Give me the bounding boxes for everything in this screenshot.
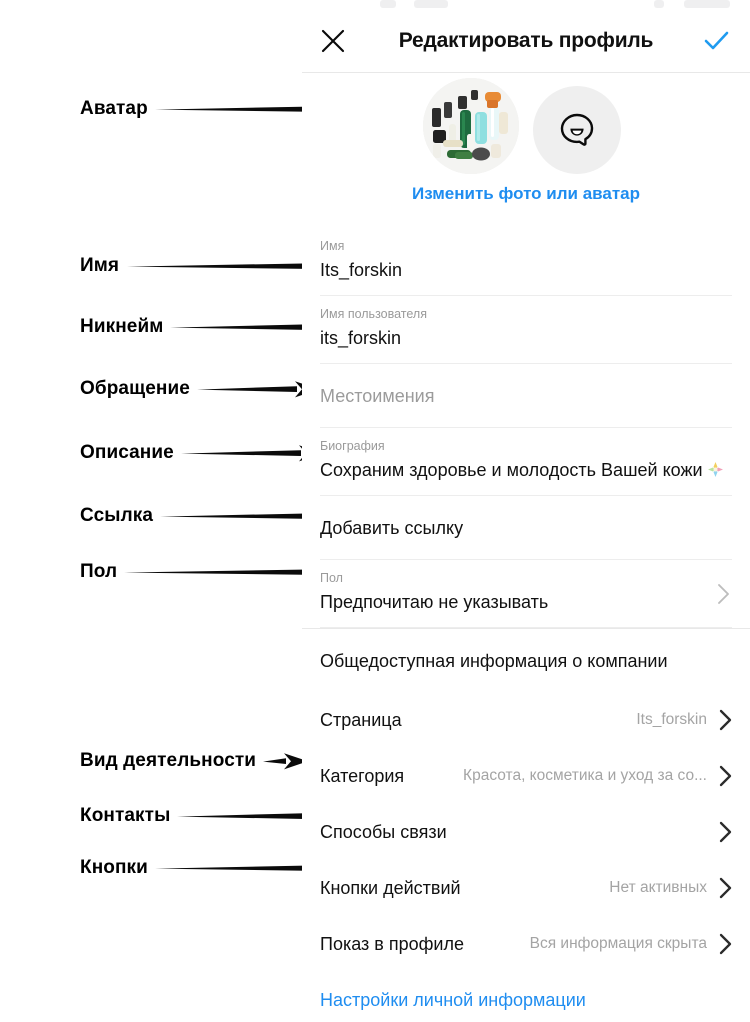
- annotation-label: Кнопки: [80, 857, 148, 878]
- annotation-label: Имя: [80, 255, 120, 276]
- business-row-4[interactable]: [320, 860, 732, 916]
- profile-form: [302, 228, 750, 1022]
- annotation-2: [80, 255, 339, 277]
- form-field-1[interactable]: [320, 228, 732, 296]
- check-icon[interactable]: [700, 25, 732, 57]
- annotation-label: Вид деятельности: [80, 750, 257, 771]
- row-value: Вся информация скрыта: [529, 935, 707, 952]
- avatar-zone: [302, 72, 750, 180]
- field-value[interactable]: Сохраним здоровье и молодость Вашей кожи: [320, 457, 732, 484]
- row-label: Способы связи: [320, 821, 447, 842]
- screen-header: [302, 10, 750, 72]
- row-label: Кнопки действий: [320, 877, 461, 898]
- status-bar: [302, 0, 750, 10]
- annotation-arrow-icon: [197, 379, 319, 399]
- annotation-label: Ссылка: [80, 505, 154, 526]
- instagram-edit-profile-screen: [302, 0, 750, 1022]
- chevron-right-icon: [719, 709, 732, 731]
- annotation-6: [80, 505, 340, 527]
- form-field-5[interactable]: [320, 496, 732, 560]
- profile-photo[interactable]: [423, 78, 519, 174]
- row-value: Красота, косметика и уход за со...: [463, 767, 707, 784]
- row-label: Показ в профиле: [320, 933, 464, 954]
- chevron-right-icon: [719, 933, 732, 955]
- chevron-right-icon: [719, 877, 732, 899]
- field-label: Имя: [320, 239, 345, 253]
- business-row-3[interactable]: [320, 804, 732, 860]
- chevron-right-icon: [717, 583, 730, 605]
- annotation-label: Контакты: [80, 805, 171, 826]
- field-value[interactable]: Its_forskin: [320, 260, 403, 280]
- form-field-4[interactable]: [320, 428, 732, 496]
- field-value[interactable]: Предпочитаю не указывать: [320, 592, 549, 612]
- annotation-label: Пол: [80, 561, 118, 582]
- annotation-8: [80, 750, 308, 772]
- annotation-label: Описание: [80, 442, 174, 463]
- form-field-2[interactable]: [320, 296, 732, 364]
- field-label: Имя пользователя: [320, 307, 427, 321]
- annotation-label: Обращение: [80, 378, 190, 399]
- annotation-label: Аватар: [80, 98, 148, 119]
- change-photo-link[interactable]: Изменить фото или аватар: [411, 184, 641, 203]
- chevron-right-icon: [719, 765, 732, 787]
- page-title: Редактировать профиль: [398, 29, 654, 52]
- annotation-3: [80, 316, 335, 338]
- field-placeholder[interactable]: Местоимения: [320, 385, 435, 406]
- row-value: Its_forskin: [636, 711, 707, 728]
- annotation-label: Никнейм: [80, 316, 164, 337]
- row-label: Страница: [320, 709, 402, 730]
- business-section-title: Общедоступная информация о компании: [320, 651, 668, 671]
- bio-emoji-icon: [707, 461, 724, 478]
- field-value[interactable]: its_forskin: [320, 328, 402, 348]
- row-label: Категория: [320, 765, 405, 786]
- business-row-5[interactable]: [320, 916, 732, 972]
- annotation-4: [80, 378, 319, 400]
- annotation-5: [80, 442, 323, 464]
- personal-info-settings-link[interactable]: Настройки личной информации: [320, 990, 586, 1010]
- field-value[interactable]: Добавить ссылку: [320, 517, 464, 538]
- annotation-9: [80, 805, 327, 827]
- chevron-right-icon: [719, 821, 732, 843]
- field-label: Пол: [320, 571, 343, 585]
- business-row-1[interactable]: [320, 692, 732, 748]
- form-field-6[interactable]: [320, 560, 732, 628]
- field-label: Биография: [320, 439, 385, 453]
- form-field-3[interactable]: [320, 364, 732, 428]
- avatar-bubble-icon[interactable]: [533, 86, 621, 174]
- business-row-2[interactable]: [320, 748, 732, 804]
- row-value: Нет активных: [609, 879, 707, 896]
